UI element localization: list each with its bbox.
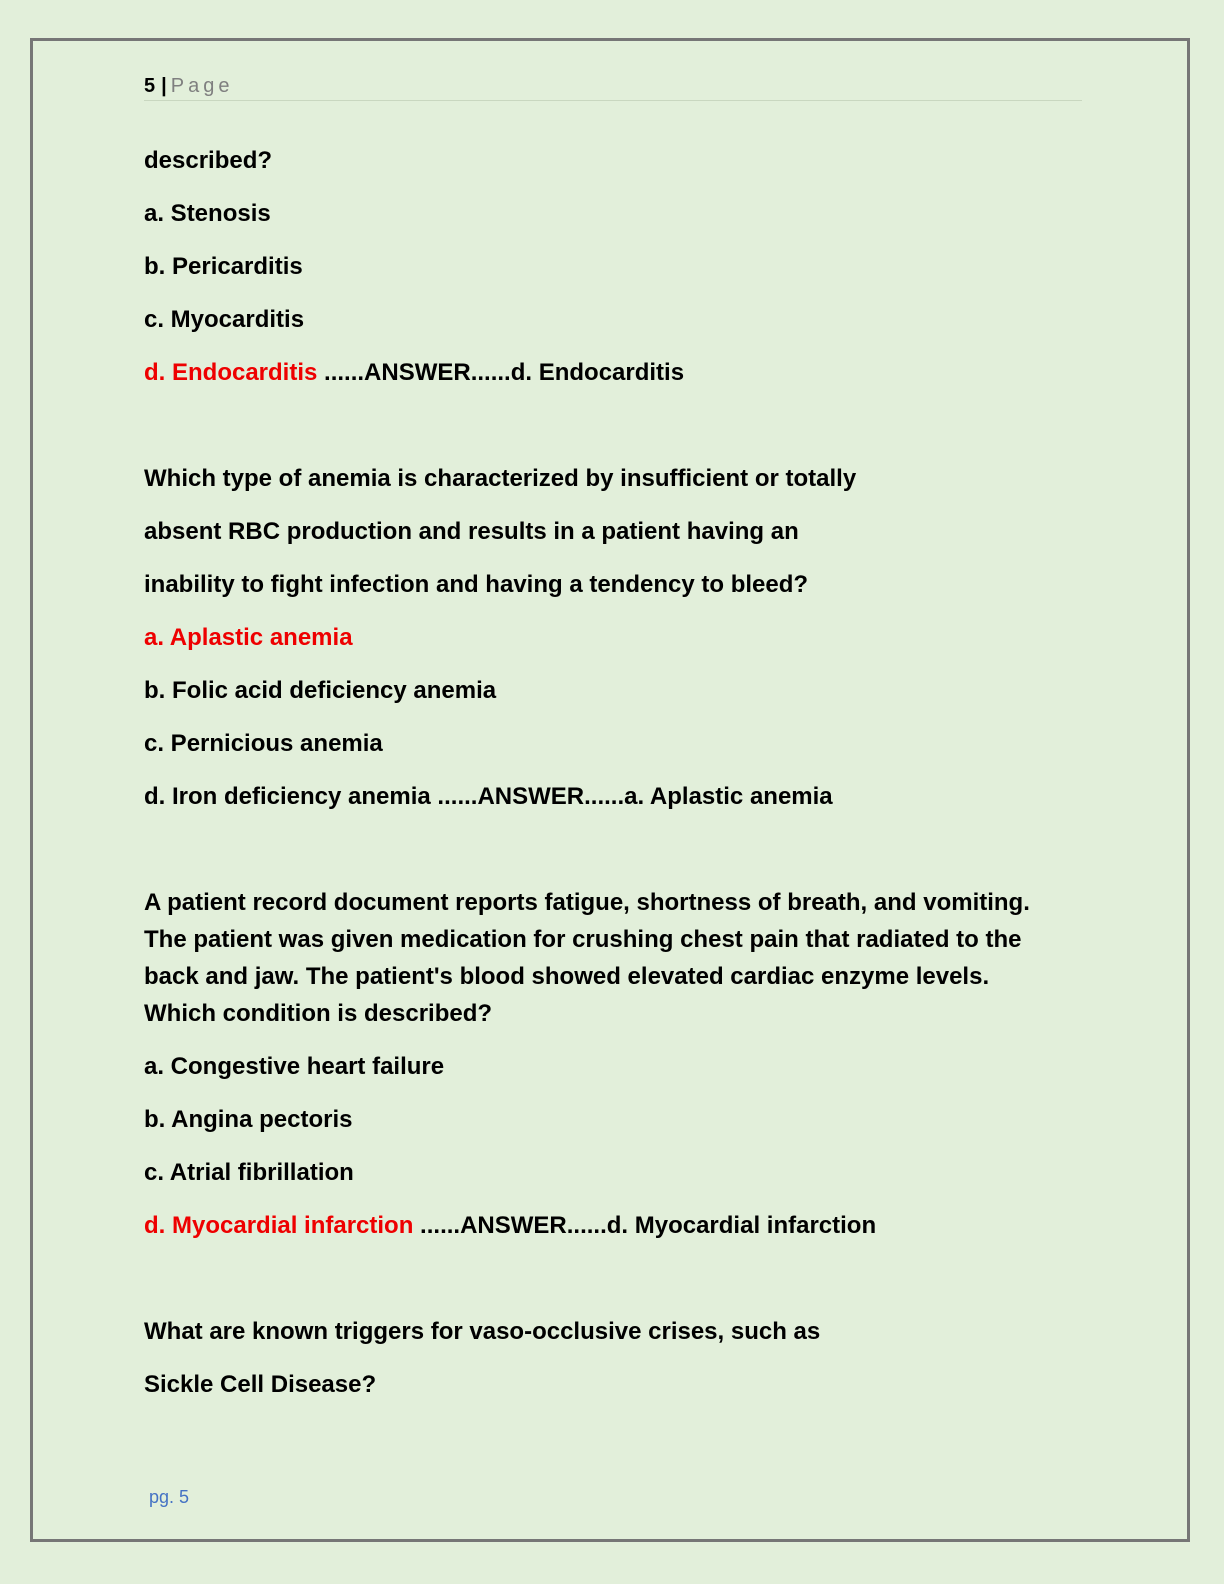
question-text-line: Which condition is described? <box>144 1000 493 1027</box>
question-paragraph <box>144 884 1084 1032</box>
spacer <box>144 407 1084 460</box>
option-d: d. Iron deficiency anemia <box>144 783 431 810</box>
question-text-line: absent RBC production and results in a patient having an <box>144 518 799 545</box>
question-text-line: A patient record document reports fatigue, shortness of breath, and vomiting. <box>144 889 1030 916</box>
correct-option: a. Aplastic anemia <box>144 624 353 651</box>
page-header <box>144 72 1082 101</box>
option-c: c. Myocarditis <box>144 306 305 333</box>
question-text-line: back and jaw. The patient's blood showed elevated cardiac enzyme levels. <box>144 963 990 990</box>
option-c: c. Atrial fibrillation <box>144 1159 354 1186</box>
correct-option: d. Myocardial infarction <box>144 1212 414 1239</box>
option-d-answer-line <box>144 778 1084 815</box>
question-text-line: What are known triggers for vaso-occlusive crises, such as <box>144 1318 821 1345</box>
option-a: a. Stenosis <box>144 200 271 227</box>
option-b: b. Angina pectoris <box>144 1106 353 1133</box>
header-separator: | <box>161 75 167 97</box>
question-text-line: Which type of anemia is characterized by insufficient or totally <box>144 465 857 492</box>
correct-option: d. Endocarditis <box>144 359 318 386</box>
page-footer: pg. 5 <box>149 1487 190 1507</box>
option-c: c. Pernicious anemia <box>144 730 383 757</box>
question-text-line: The patient was given medication for crushing chest pain that radiated to the <box>144 926 1022 953</box>
option-a: a. Congestive heart failure <box>144 1053 445 1080</box>
option-b: b. Pericarditis <box>144 253 303 280</box>
option-b: b. Folic acid deficiency anemia <box>144 677 497 704</box>
spacer <box>144 831 1084 884</box>
answer-key: ......ANSWER......d. Myocardial infarction <box>413 1212 877 1239</box>
spacer <box>144 1260 1084 1313</box>
header-page-word: Page <box>170 75 234 97</box>
option-d-answer-line <box>144 354 1084 391</box>
option-d-answer-line <box>144 1207 1084 1244</box>
answer-key: ......ANSWER......a. Aplastic anemia <box>430 783 833 810</box>
question-text-line: Sickle Cell Disease? <box>144 1371 377 1398</box>
document-body <box>144 142 1084 1419</box>
question-text: described? <box>144 147 273 174</box>
answer-key: ......ANSWER......d. Endocarditis <box>317 359 685 386</box>
question-text-line: inability to fight infection and having a tendency to bleed? <box>144 571 809 598</box>
header-page-number: 5 <box>144 75 156 97</box>
